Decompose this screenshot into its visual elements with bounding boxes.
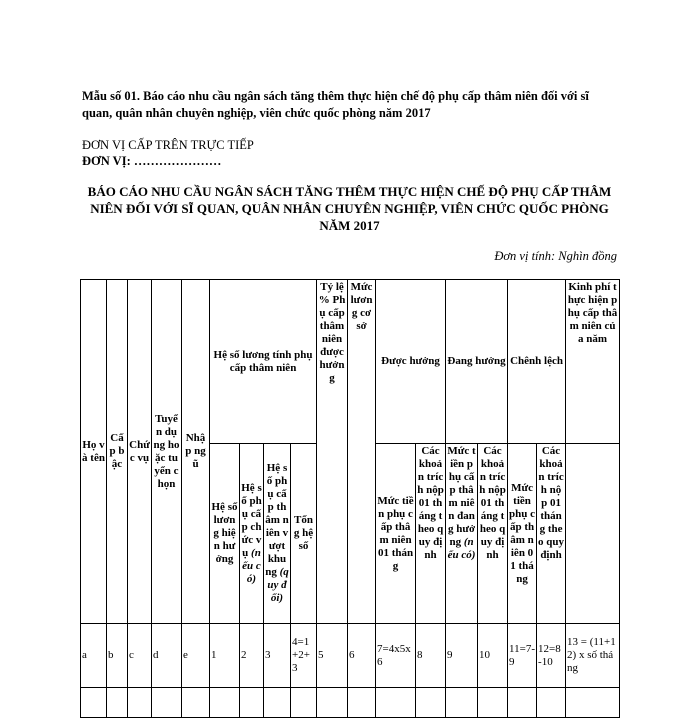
- diff-amount-header: Mức tiền phụ cấp thâm niên 01 tháng: [508, 444, 537, 624]
- number-cell: 12=8-10: [537, 624, 566, 688]
- number-cell: 2: [240, 624, 264, 688]
- empty-cell: [537, 688, 566, 718]
- number-cell: 3: [264, 624, 291, 688]
- number-cell: a: [81, 624, 107, 688]
- col-rate-header: Tỷ lệ % Phụ cấp thâm niên được hưởng: [317, 280, 348, 624]
- col-enlist-header: Nhập ngũ: [182, 280, 210, 624]
- empty-cell: [416, 688, 446, 718]
- col-position-header: Chức vụ: [128, 280, 152, 624]
- funding-subheader: [566, 444, 620, 624]
- number-cell: 9: [446, 624, 478, 688]
- unit-label: ĐƠN VỊ: …………………: [82, 154, 222, 168]
- number-cell: 6: [348, 624, 376, 688]
- entitled-amount-header: Mức tiền phụ cấp thâm niên 01 tháng: [376, 444, 416, 624]
- coef-excess-header: [264, 444, 291, 624]
- number-cell: 1: [210, 624, 240, 688]
- current-deductions-header: Các khoản trích nộp 01 tháng theo quy định: [478, 444, 508, 624]
- col-rank-header: Cấp bậc: [107, 280, 128, 624]
- number-cell: 7=4x5x6: [376, 624, 416, 688]
- coef-salary-header: Hệ số lương hiện hưởng: [210, 444, 240, 624]
- empty-cell: [446, 688, 478, 718]
- empty-cell: [128, 688, 152, 718]
- report-table: [80, 279, 620, 718]
- number-cell: 5: [317, 624, 348, 688]
- superior-unit-label: ĐƠN VỊ CẤP TRÊN TRỰC TIẾP: [82, 138, 254, 152]
- coef-position-note: (nếu có): [242, 546, 261, 585]
- empty-cell: [210, 688, 240, 718]
- number-cell: b: [107, 624, 128, 688]
- empty-cell: [317, 688, 348, 718]
- empty-cell: [291, 688, 317, 718]
- number-cell: 11=7-9: [508, 624, 537, 688]
- col-name-header: Họ và tên: [81, 280, 107, 624]
- empty-cell: [81, 688, 107, 718]
- header-row-1: [81, 280, 620, 444]
- number-cell: 10: [478, 624, 508, 688]
- diff-deductions-header: Các khoản trích nộp 01 tháng theo quy định: [537, 444, 566, 624]
- number-cell: d: [152, 624, 182, 688]
- entitled-group-header: Được hưởng: [376, 280, 446, 444]
- current-group-header: Đang hưởng: [446, 280, 508, 444]
- coef-total-header: Tổng hệ số: [291, 444, 317, 624]
- empty-cell: [348, 688, 376, 718]
- col-base-salary-header: Mức lương cơ sở: [348, 280, 376, 624]
- current-amount-note: (nếu có): [447, 536, 476, 561]
- number-cell: 8: [416, 624, 446, 688]
- empty-cell: [376, 688, 416, 718]
- empty-cell: [478, 688, 508, 718]
- currency-unit: Đơn vị tính: Nghìn đồng: [494, 249, 617, 263]
- current-amount-header: [446, 444, 478, 624]
- coef-excess-text: Hệ số phụ cấp thâm niên vượt khung: [265, 462, 289, 578]
- difference-group-header: Chênh lệch: [508, 280, 566, 444]
- report-table-container: [80, 279, 619, 718]
- coef-excess-note: (quy đổi): [267, 566, 289, 604]
- empty-cell: [182, 688, 210, 718]
- number-cell: e: [182, 624, 210, 688]
- coef-position-header: [240, 444, 264, 624]
- current-amount-text: Mức tiền phụ cấp thâm niên đang hưởng: [447, 445, 476, 548]
- empty-cell: [566, 688, 620, 718]
- report-title: BÁO CÁO NHU CẦU NGÂN SÁCH TĂNG THÊM THỰC HIỆN CHẾ ĐỘ PHỤ CẤP THÂM NIÊN ĐỐI VỚI SĨ QUAN, QUÂN NHÂN CHUYÊN NGHIỆP, VIÊN CHỨC QUỐC PHÒNG NĂM 2017: [87, 184, 612, 233]
- table-row: [81, 688, 620, 718]
- number-cell: 4=1+2+3: [291, 624, 317, 688]
- empty-cell: [264, 688, 291, 718]
- col-funding-header: Kinh phí thực hiện phụ cấp thâm niên của năm: [566, 280, 620, 444]
- coef-position-text: Hệ số phụ cấp chức vụ: [241, 481, 262, 559]
- empty-cell: [152, 688, 182, 718]
- form-title: Mẫu số 01. Báo cáo nhu cầu ngân sách tăng thêm thực hiện chế độ phụ cấp thâm niên đối với sĩ quan, quân nhân chuyên nghiệp, viên chức quốc phòng năm 2017: [82, 89, 589, 120]
- numbering-row: [81, 624, 620, 688]
- number-cell: 13 = (11+12) x số tháng: [566, 624, 620, 688]
- coef-group-header: Hệ số lương tính phụ cấp thâm niên: [210, 280, 317, 444]
- entitled-deductions-header: Các khoản trích nộp 01 tháng theo quy định: [416, 444, 446, 624]
- col-recruit-header: Tuyển dụng hoặc tuyển chọn: [152, 280, 182, 624]
- number-cell: c: [128, 624, 152, 688]
- empty-cell: [107, 688, 128, 718]
- empty-cell: [508, 688, 537, 718]
- empty-cell: [240, 688, 264, 718]
